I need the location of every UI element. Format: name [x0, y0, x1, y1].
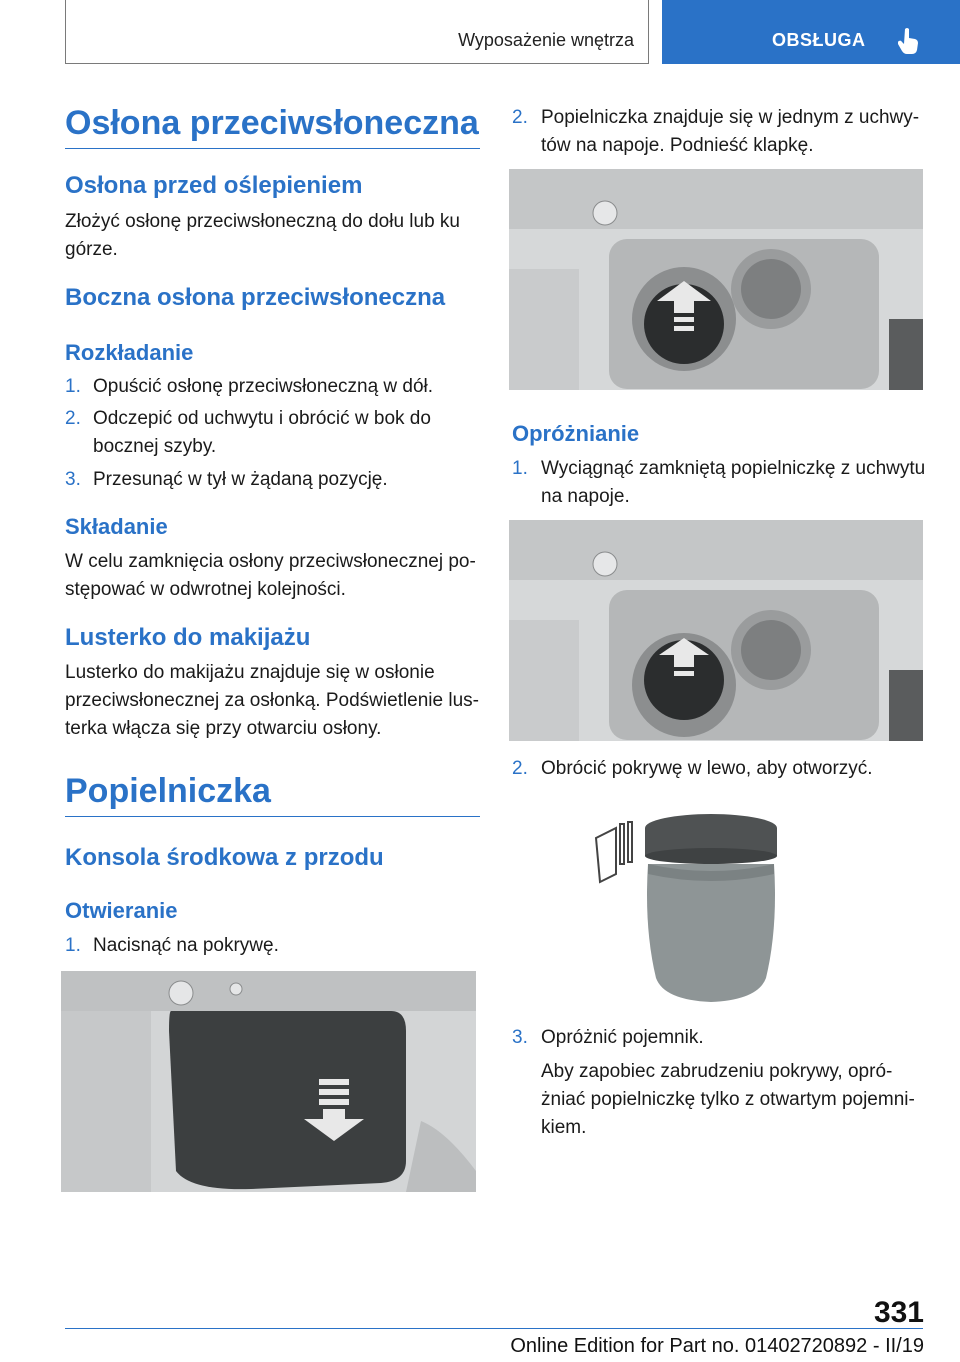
unfold-step-text: Opuścić osłonę przeciwsłoneczną w dół. [93, 376, 434, 397]
heading-sunvisor: Osłona przeciwsłoneczna [65, 104, 479, 142]
heading-side-visor: Boczna osłona przeciwsłoneczna [65, 284, 446, 311]
rotate-left-arrow-icon [596, 822, 632, 882]
heading-ashtray: Popielniczka [65, 772, 271, 810]
note-line-1: Aby zapobiec zabrudzeniu pokrywy, opró- [541, 1061, 893, 1082]
header-tab [662, 0, 960, 64]
footer-rule [65, 1328, 923, 1329]
unfold-step-number: 1. [65, 376, 81, 397]
empty1-number: 1. [512, 458, 528, 479]
footer-edition: Online Edition for Part no. 01402720892 - II/19 [510, 1335, 924, 1357]
mirror-text-line-2: przeciwsłonecznej za osłonką. Podświetlenie lus- [65, 690, 479, 711]
empty2-number: 2. [512, 758, 528, 779]
console-lid-photo [61, 971, 476, 1192]
pointing-hand-icon [898, 27, 920, 60]
note-line-2: żniać popielniczkę tylko z otwartym pojemni- [541, 1089, 915, 1110]
step2-number: 2. [512, 107, 528, 128]
heading-fold: Składanie [65, 514, 168, 539]
heading-mirror: Lusterko do makijażu [65, 624, 311, 651]
empty3-number: 3. [512, 1027, 528, 1048]
empty2-text: Obrócić pokrywę w lewo, aby otworzyć. [541, 758, 873, 779]
rule-ashtray [65, 816, 480, 817]
step2-text-line-2: tów na napoje. Podnieść klapkę. [541, 135, 814, 156]
ashtray-pullout-photo [509, 520, 923, 741]
unfold-step-text: Przesunąć w tył w żądaną pozycję. [93, 469, 388, 490]
mirror-text-line-3: terka włącza się przy otwarciu osłony. [65, 718, 382, 739]
header-tab-label: OBSŁUGA [772, 30, 866, 50]
heading-glare: Osłona przed oślepieniem [65, 172, 363, 199]
open-step-text: Nacisnąć na pokrywę. [93, 935, 279, 956]
ashtray-container-illustration [588, 808, 788, 1004]
open-step-number: 1. [65, 935, 81, 956]
step2-text-line-1: Popielniczka znajduje się w jednym z uchwy- [541, 107, 920, 128]
header-section-title: Wyposażenie wnętrza [458, 30, 634, 50]
fold-text-line-2: stępować w odwrotnej kolejności. [65, 579, 346, 600]
empty3-text: Opróżnić pojemnik. [541, 1027, 704, 1048]
unfold-step-text: bocznej szyby. [93, 436, 217, 457]
header-section-box [65, 0, 649, 64]
ashtray-flap-photo [509, 169, 923, 390]
glare-text-line-2: górze. [65, 239, 118, 260]
note-line-3: kiem. [541, 1117, 587, 1138]
unfold-step-text: Odczepić od uchwytu i obrócić w bok do [93, 408, 431, 429]
fold-text-line-1: W celu zamknięcia osłony przeciwsłonecznej po- [65, 551, 476, 572]
glare-text-line-1: Złożyć osłonę przeciwsłoneczną do dołu lub ku [65, 211, 460, 232]
heading-console: Konsola środkowa z przodu [65, 844, 384, 871]
page-number: 331 [873, 1296, 924, 1329]
empty1-text-line-1: Wyciągnąć zamkniętą popielniczkę z uchwytu [541, 458, 926, 479]
empty1-text-line-2: na napoje. [541, 486, 630, 507]
heading-open: Otwieranie [65, 898, 178, 923]
rule-sunvisor [65, 148, 480, 149]
unfold-step-number: 2. [65, 408, 81, 429]
heading-emptying: Opróżnianie [512, 421, 640, 446]
unfold-step-number: 3. [65, 469, 81, 490]
mirror-text-line-1: Lusterko do makijażu znajduje się w osłonie [65, 662, 435, 683]
heading-unfold: Rozkładanie [65, 340, 194, 365]
